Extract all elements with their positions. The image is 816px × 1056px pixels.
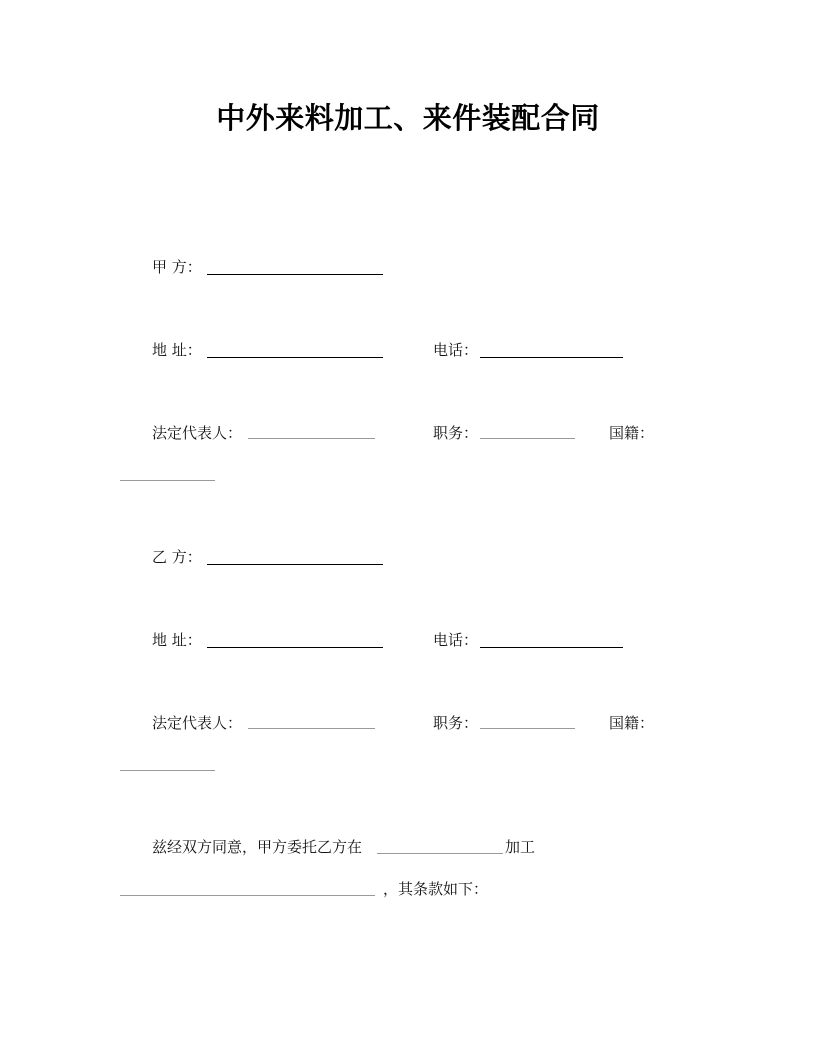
processing-location-field[interactable] [377,853,503,854]
party-a-position-label: 职务： [433,424,479,442]
party-b-address-label: 地 址： [152,631,202,649]
party-a-address-field[interactable] [207,357,383,358]
preamble-text-1: 兹经双方同意，甲方委托乙方在 [152,838,363,856]
party-b-phone-label: 电话： [433,631,479,649]
party-a-nationality-field[interactable] [120,480,215,481]
party-b-rep-field[interactable] [248,728,375,729]
party-a-position-field[interactable] [480,438,575,439]
party-b-rep-label: 法定代表人： [152,714,243,732]
preamble-text-3: ，其条款如下： [383,880,489,898]
processing-item-field[interactable] [120,895,375,896]
party-b-phone-field[interactable] [480,647,623,648]
party-b-nationality-field[interactable] [120,770,215,771]
party-a-rep-field[interactable] [248,438,375,439]
party-a-label: 甲 方： [152,258,202,276]
party-a-rep-label: 法定代表人： [152,424,243,442]
party-a-phone-label: 电话： [433,341,479,359]
party-a-phone-field[interactable] [480,357,623,358]
party-b-nationality-label: 国籍： [609,714,655,732]
page-title: 中外来料加工、来件装配合同 [216,101,600,135]
preamble-text-2: 加工 [505,838,536,856]
party-b-label: 乙 方： [152,548,202,566]
party-b-position-field[interactable] [480,728,575,729]
party-a-address-label: 地 址： [152,341,202,359]
party-b-name-field[interactable] [207,564,383,565]
party-a-name-field[interactable] [207,274,383,275]
party-b-address-field[interactable] [207,647,383,648]
party-a-nationality-label: 国籍： [609,424,655,442]
party-b-position-label: 职务： [433,714,479,732]
